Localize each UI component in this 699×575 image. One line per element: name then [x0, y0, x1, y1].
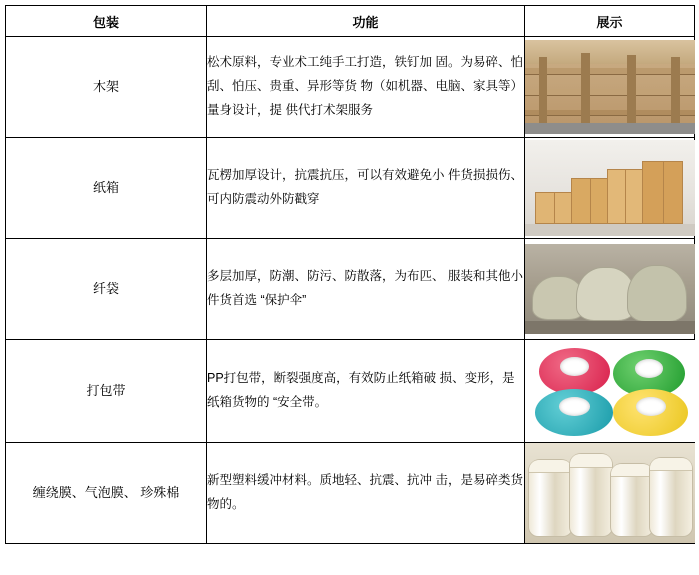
table-body — [6, 37, 695, 544]
packaging-image-cell — [525, 138, 695, 239]
table-header — [6, 6, 695, 37]
packaging-function: PP打包带，断裂强度高，有效防止纸箱破 损、变形，是纸箱货物的 “安全带。 — [207, 340, 525, 443]
table-row — [6, 138, 695, 239]
stretch-film-rolls-photo — [525, 443, 695, 543]
table-row — [6, 443, 695, 544]
packaging-image-cell — [525, 340, 695, 443]
stretch-film-illustration — [525, 443, 695, 543]
carton-boxes-photo — [525, 140, 695, 236]
woven-bags-photo — [525, 244, 695, 334]
packaging-function: 新型塑料缓冲材料。质地轻、抗震、抗冲 击，是易碎类货物的。 — [207, 443, 525, 544]
column-header-display: 展示 — [525, 6, 695, 37]
table-row — [6, 239, 695, 340]
wooden-crate-illustration — [525, 40, 695, 134]
strapping-rolls-illustration — [525, 340, 695, 442]
table-row — [6, 37, 695, 138]
packaging-image-cell — [525, 37, 695, 138]
packaging-name: 打包带 — [6, 340, 207, 443]
packaging-name: 纸箱 — [6, 138, 207, 239]
packaging-function: 瓦楞加厚设计，抗震抗压，可以有效避免小 件货损损伤、可内防震动外防戳穿 — [207, 138, 525, 239]
packaging-name: 纤袋 — [6, 239, 207, 340]
packaging-function: 松术原料，专业术工纯手工打造，铁钉加 固。为易碎、怕刮、怕压、贵重、异形等货 物（如机器、电脑、家具等）量身设计，提 供代打术架服务 — [207, 37, 525, 138]
packaging-name: 木架 — [6, 37, 207, 138]
packaging-table-page — [0, 5, 699, 575]
carton-boxes-illustration — [525, 140, 695, 236]
packaging-image-cell — [525, 239, 695, 340]
strapping-rolls-photo — [525, 340, 695, 442]
packaging-function: 多层加厚，防潮、防污、防散落，为布匹、 服装和其他小件货首选 “保护伞” — [207, 239, 525, 340]
packaging-image-cell — [525, 443, 695, 544]
header-row — [6, 6, 695, 37]
packaging-name: 缠绕膜、气泡膜、 珍殊棉 — [6, 443, 207, 544]
woven-bags-illustration — [525, 244, 695, 334]
wooden-crate-photo — [525, 40, 695, 134]
column-header-function: 功能 — [207, 6, 525, 37]
column-header-packaging: 包装 — [6, 6, 207, 37]
packaging-table — [5, 5, 695, 544]
table-row — [6, 340, 695, 443]
